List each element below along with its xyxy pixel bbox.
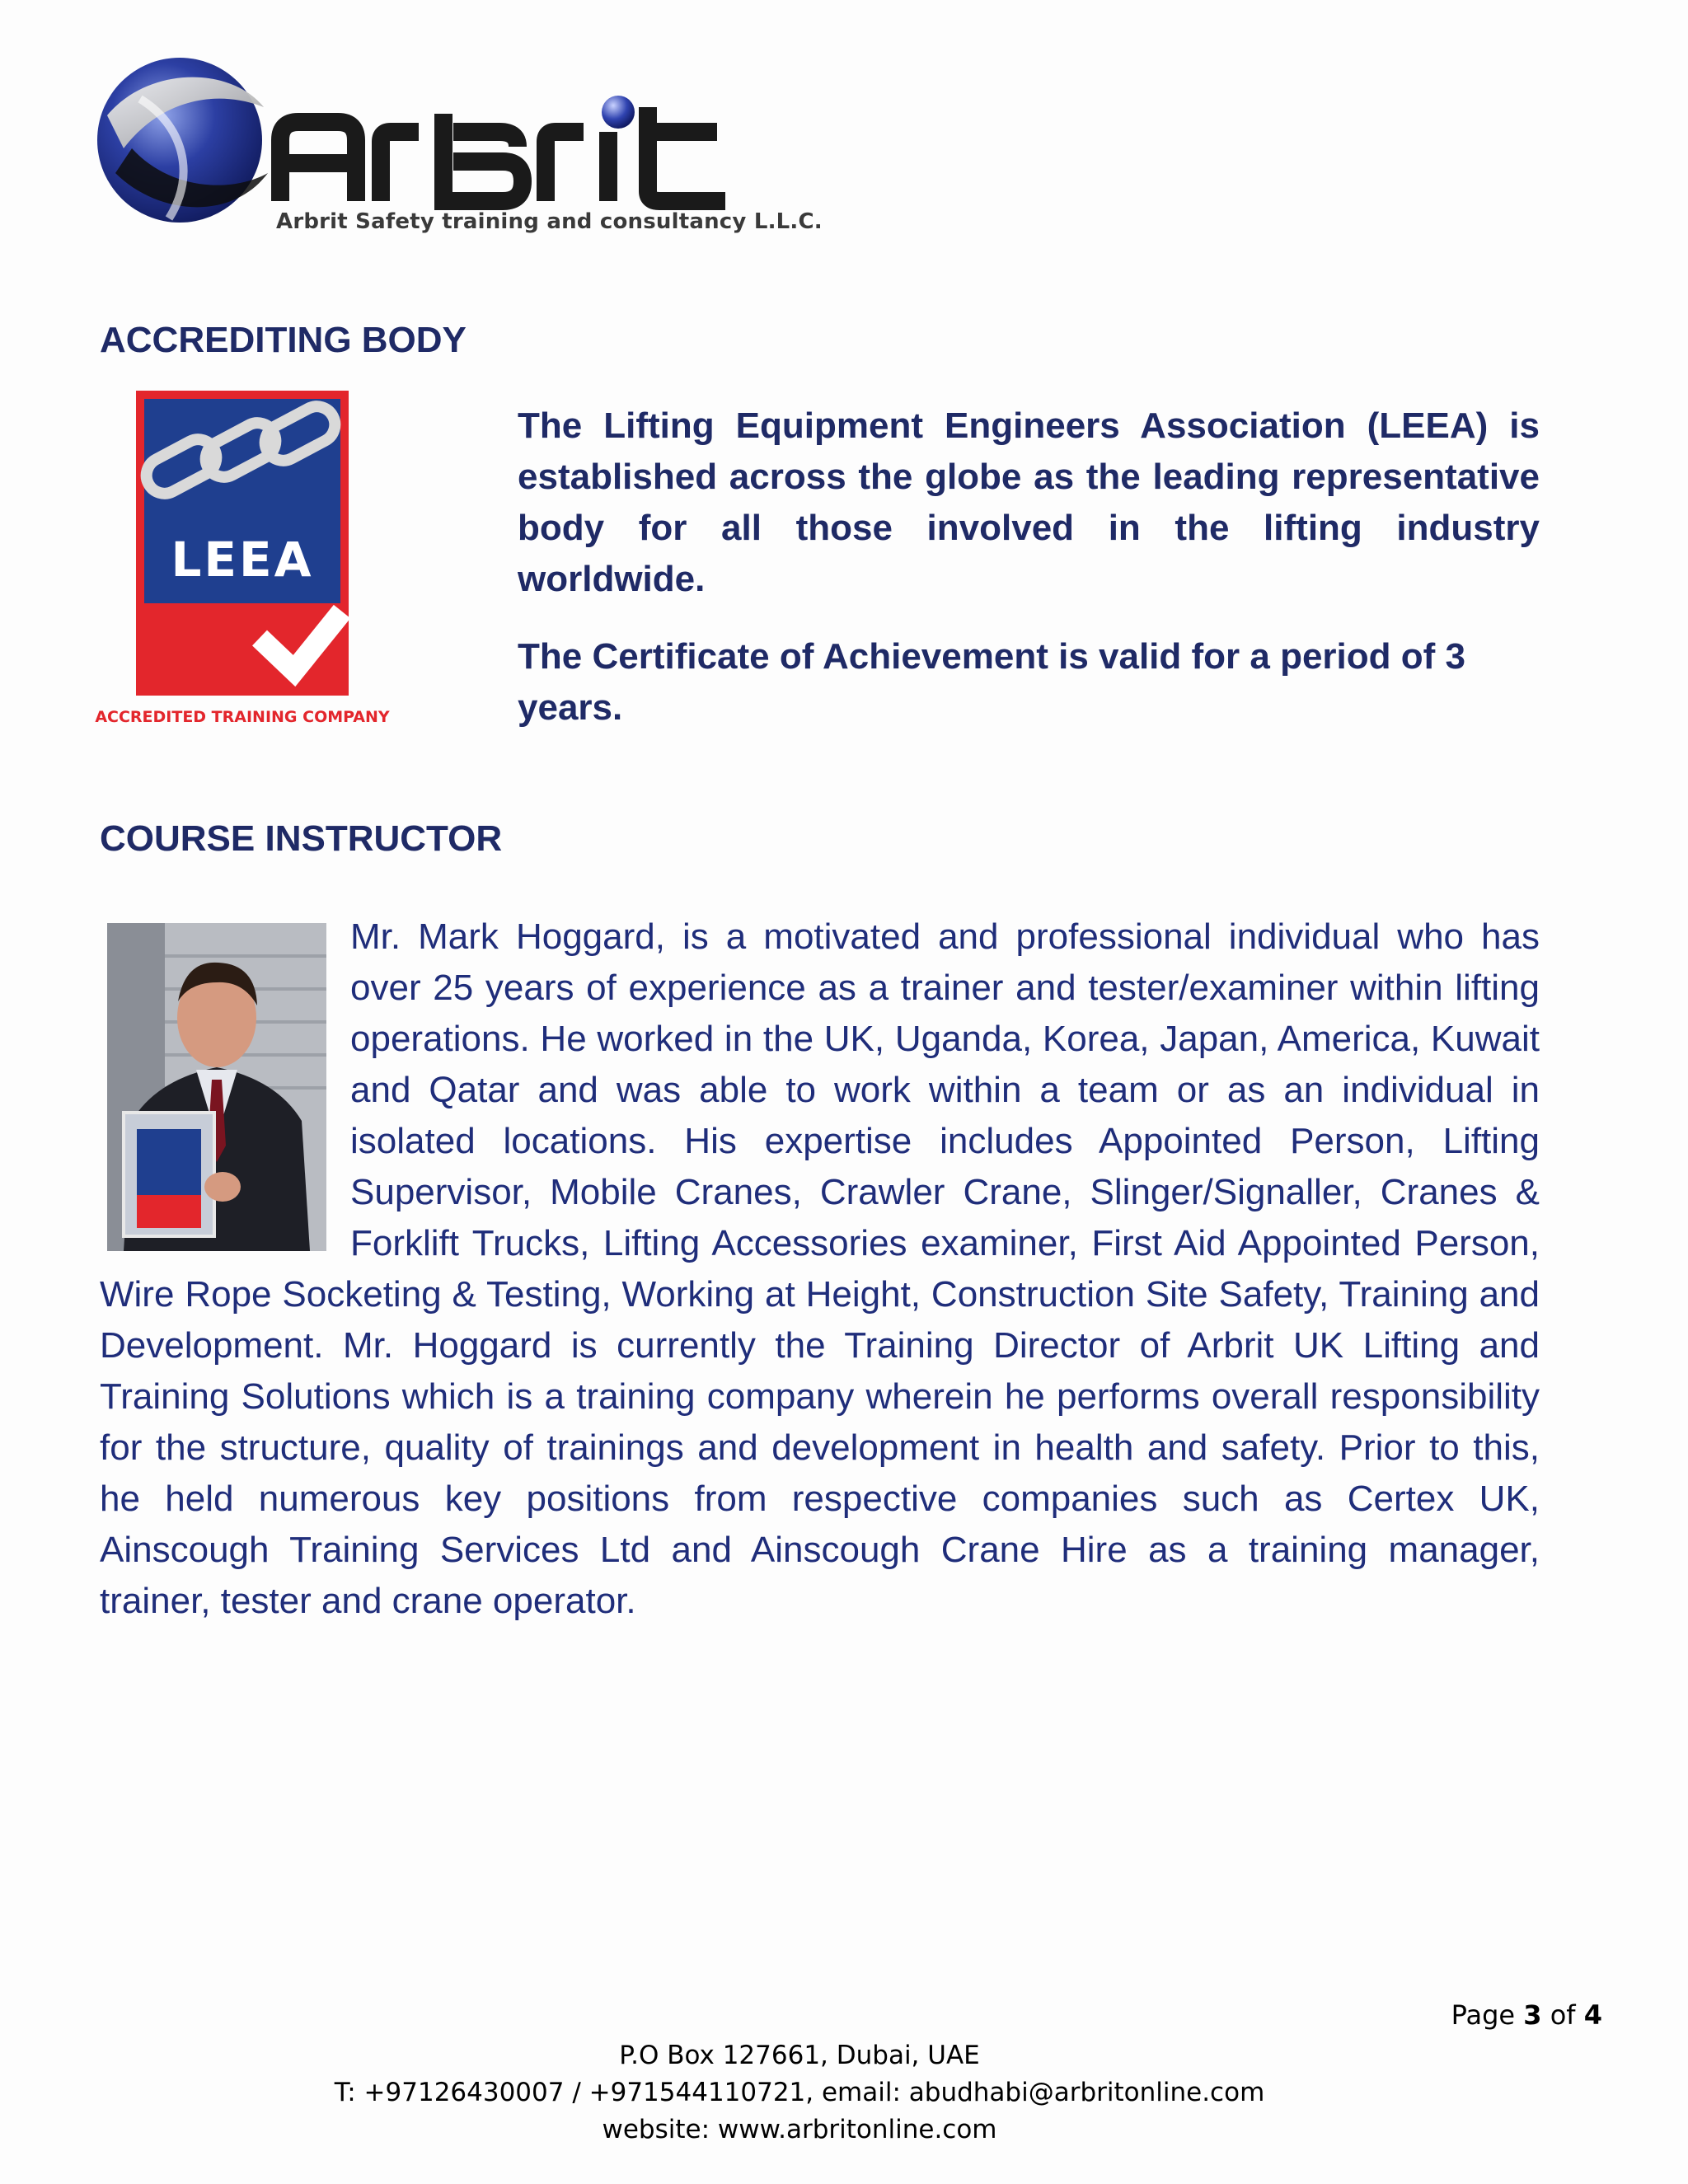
logo-tagline: Arbrit Safety training and consultancy L.L.C.	[276, 209, 823, 234]
bio-photo-spacer	[100, 912, 350, 1258]
page-footer	[0, 2037, 1599, 2149]
page-number-current: 3	[1523, 1999, 1542, 2031]
leea-logo-graphic	[95, 391, 390, 729]
page-number-prefix: Page	[1451, 1999, 1516, 2031]
course-instructor-heading: COURSE INSTRUCTOR	[100, 818, 503, 859]
accrediting-description	[518, 401, 1540, 733]
page-number	[1451, 1999, 1602, 2031]
leea-badge	[95, 391, 390, 729]
leea-badge-caption: ACCREDITED TRAINING COMPANY	[95, 708, 390, 726]
accrediting-body-heading: ACCREDITING BODY	[100, 320, 467, 360]
footer-address: P.O Box 127661, Dubai, UAE	[619, 2041, 980, 2070]
accrediting-paragraph-2: The Certificate of Achievement is valid for a period of 3 years.	[518, 636, 1465, 728]
footer-website: website: www.arbritonline.com	[602, 2115, 997, 2144]
page-number-total: 4	[1583, 1999, 1602, 2031]
page-number-separator: of	[1550, 1999, 1576, 2031]
leea-badge-text: LEEA	[171, 532, 314, 588]
accrediting-paragraph-1: The Lifting Equipment Engineers Association (LEEA) is established across the globe as the leading representative body for all those involved in the lifting industry worldwide.	[518, 405, 1540, 599]
instructor-bio	[100, 912, 1540, 1627]
instructor-bio-text: Mr. Mark Hoggard, is a motivated and professional individual who has over 25 years of experience as a trainer and tester/examiner within lifting operations. He worked in the UK, Uganda, Korea, Japan, America, Kuwait and Qatar and was able to work within a team or as an individual in isolated locations. His expertise includes Appointed Person, Lifting Supervisor, Mobile Cranes, Crawler Crane, Slinger/Signaller, Cranes & Forklift Trucks, Lifting Accessories examiner, First Aid Appointed Person, Wire Rope Socketing & Testing, Working at Height, Construction Site Safety, Training and Development. Mr. Hoggard is currently the Training Director of Arbrit UK Lifting and Training Solutions which is a training company wherein he performs overall responsibility for the structure, quality of trainings and development in health and safety. Prior to this, he held numerous key positions from respective companies such as Certex UK, Ainscough Training Services Ltd and Ainscough Crane Hire as a training manager, trainer, tester and crane operator.	[100, 916, 1540, 1621]
arbrit-logo	[91, 49, 823, 247]
footer-contact: T: +97126430007 / +971544110721, email: abudhabi@arbritonline.com	[334, 2078, 1265, 2107]
